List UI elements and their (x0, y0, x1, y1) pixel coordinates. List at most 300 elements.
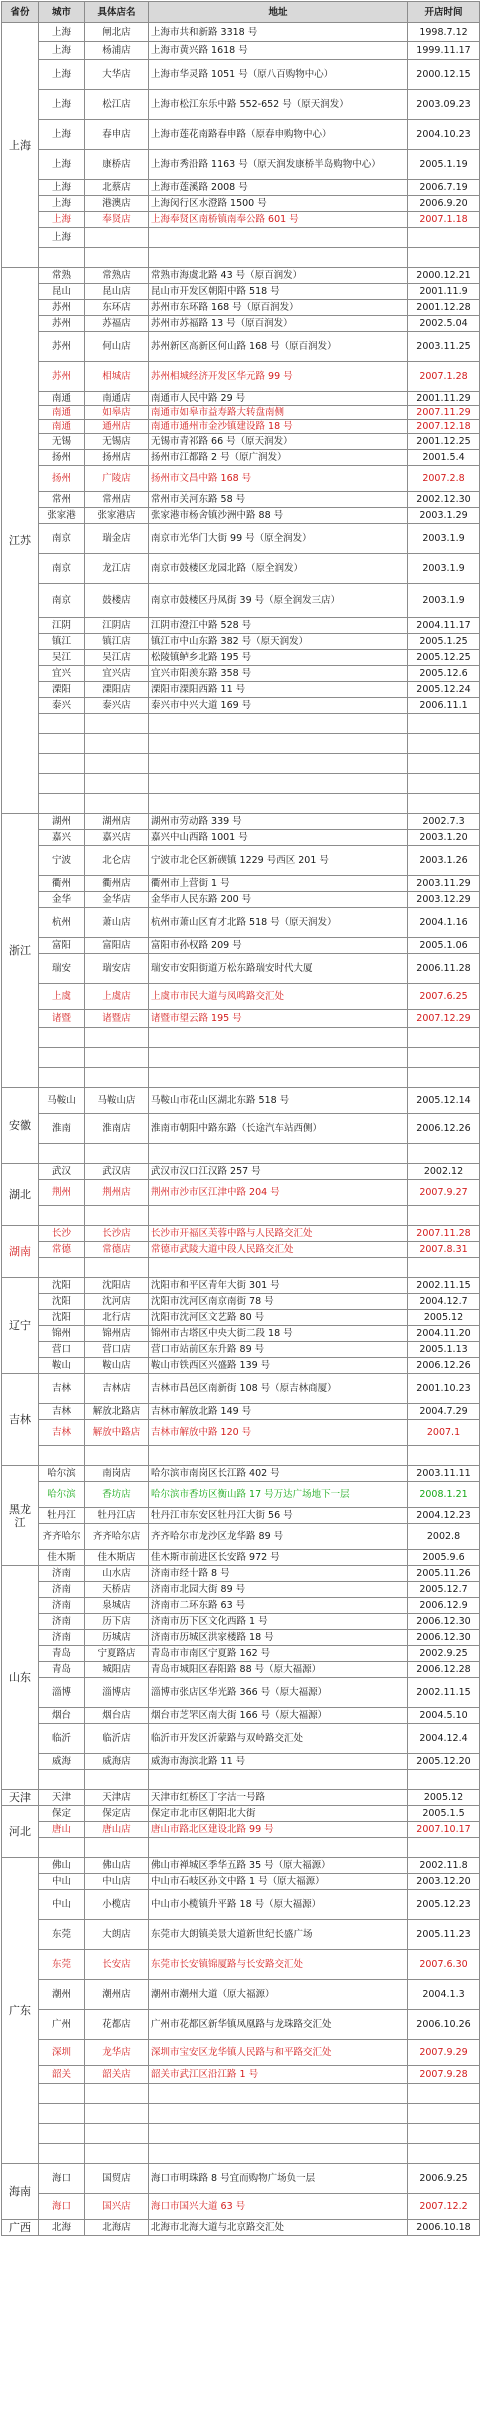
address-cell: 南京市光华门大街 99 号（原全润发） (149, 524, 408, 554)
open-date-cell: 2002.9.25 (408, 1646, 480, 1662)
province-cell: 辽宁 (2, 1278, 39, 1374)
table-row (2, 492, 480, 508)
table-row (2, 1838, 480, 1858)
open-date-cell: 2007.6.25 (408, 984, 480, 1010)
open-date-cell (408, 1258, 480, 1278)
table-row (2, 1524, 480, 1550)
store-name-cell: 康桥店 (85, 150, 149, 180)
open-date-cell: 2007.1.28 (408, 362, 480, 392)
open-date-cell: 2001.11.9 (408, 284, 480, 300)
open-date-cell: 2005.1.5 (408, 1806, 480, 1822)
store-name-cell: 嘉兴店 (85, 830, 149, 846)
store-name-cell: 潮州店 (85, 1980, 149, 2010)
store-name-cell: 湖州店 (85, 814, 149, 830)
city-cell (39, 734, 85, 754)
table-row (2, 1358, 480, 1374)
province-cell: 江苏 (2, 268, 39, 814)
open-date-cell: 2007.8.31 (408, 1242, 480, 1258)
table-row (2, 2220, 480, 2236)
address-cell: 哈尔滨市香坊区衡山路 17 号万达广场地下一层 (149, 1482, 408, 1508)
store-name-cell: 荆州店 (85, 1180, 149, 1206)
open-date-cell: 2007.9.27 (408, 1180, 480, 1206)
address-cell: 张家港市杨舍镇沙洲中路 88 号 (149, 508, 408, 524)
city-cell (39, 774, 85, 794)
city-cell: 济南 (39, 1582, 85, 1598)
province-cell: 吉林 (2, 1374, 39, 1466)
store-name-cell: 苏福店 (85, 316, 149, 332)
open-date-cell: 2006.11.1 (408, 698, 480, 714)
address-cell: 青岛市城阳区春阳路 88 号（原大福源） (149, 1662, 408, 1678)
city-cell: 富阳 (39, 938, 85, 954)
store-name-cell: 鞍山店 (85, 1358, 149, 1374)
open-date-cell: 2007.1 (408, 1420, 480, 1446)
table-row (2, 1048, 480, 1068)
table-row (2, 892, 480, 908)
table-row (2, 554, 480, 584)
table-row (2, 666, 480, 682)
city-cell: 淮南 (39, 1114, 85, 1144)
store-name-cell: 花都店 (85, 2010, 149, 2040)
table-row (2, 90, 480, 120)
open-date-cell: 2005.12 (408, 1790, 480, 1806)
city-cell: 衢州 (39, 876, 85, 892)
store-name-cell (85, 1068, 149, 1088)
table-row (2, 1482, 480, 1508)
city-cell: 青岛 (39, 1662, 85, 1678)
open-date-cell (408, 734, 480, 754)
city-cell: 鞍山 (39, 1358, 85, 1374)
open-date-cell: 2006.10.26 (408, 2010, 480, 2040)
store-name-cell (85, 1446, 149, 1466)
open-date-cell: 2003.1.9 (408, 584, 480, 618)
city-cell: 马鞍山 (39, 1088, 85, 1114)
address-cell (149, 1144, 408, 1164)
address-cell: 扬州市文昌中路 168 号 (149, 466, 408, 492)
table-row (2, 466, 480, 492)
province-cell: 安徽 (2, 1088, 39, 1164)
store-name-cell (85, 2124, 149, 2144)
open-date-cell: 2002.11.15 (408, 1278, 480, 1294)
province-cell: 湖南 (2, 1226, 39, 1278)
store-name-cell: 烟台店 (85, 1708, 149, 1724)
table-row (2, 1446, 480, 1466)
city-cell: 济南 (39, 1566, 85, 1582)
province-cell: 海南 (2, 2164, 39, 2220)
open-date-cell: 2004.1.3 (408, 1980, 480, 2010)
table-row (2, 1920, 480, 1950)
table-row (2, 42, 480, 60)
address-cell (149, 248, 408, 268)
city-cell: 济南 (39, 1614, 85, 1630)
city-cell: 宁波 (39, 846, 85, 876)
city-cell (39, 1838, 85, 1858)
open-date-cell: 2003.11.29 (408, 876, 480, 892)
store-name-cell: 中山店 (85, 1874, 149, 1890)
open-date-cell: 2006.12.9 (408, 1598, 480, 1614)
city-cell: 诸暨 (39, 1010, 85, 1028)
store-name-cell: 宜兴店 (85, 666, 149, 682)
store-name-cell: 扬州店 (85, 450, 149, 466)
store-name-cell (85, 1838, 149, 1858)
address-cell (149, 714, 408, 734)
store-name-cell (85, 774, 149, 794)
address-cell: 南通市通州市金沙镇建设路 18 号 (149, 420, 408, 434)
table-row (2, 634, 480, 650)
address-cell: 上海市莲溪路 2008 号 (149, 180, 408, 196)
city-cell: 烟台 (39, 1708, 85, 1724)
address-cell: 常熟市海虞北路 43 号（原百润发） (149, 268, 408, 284)
open-date-cell: 2006.12.28 (408, 1662, 480, 1678)
table-row (2, 1028, 480, 1048)
city-cell: 南京 (39, 554, 85, 584)
city-cell (39, 1068, 85, 1088)
store-name-cell (85, 2144, 149, 2164)
table-row (2, 1310, 480, 1326)
store-name-cell: 佛山店 (85, 1858, 149, 1874)
city-cell: 韶关 (39, 2066, 85, 2084)
header-store-name: 具体店名 (85, 2, 149, 23)
open-date-cell: 2004.1.16 (408, 908, 480, 938)
address-cell: 佳木斯市前进区长安路 972 号 (149, 1550, 408, 1566)
address-cell: 南京市鼓楼区龙园北路（原全润发） (149, 554, 408, 584)
table-row (2, 180, 480, 196)
city-cell: 海口 (39, 2164, 85, 2194)
open-date-cell: 2004.11.20 (408, 1326, 480, 1342)
table-row (2, 508, 480, 524)
city-cell: 沈阳 (39, 1278, 85, 1294)
table-row (2, 2124, 480, 2144)
city-cell: 唐山 (39, 1822, 85, 1838)
city-cell: 潮州 (39, 1980, 85, 2010)
address-cell (149, 794, 408, 814)
address-cell: 吉林市解放中路 120 号 (149, 1420, 408, 1446)
address-cell (149, 1446, 408, 1466)
address-cell: 溧阳市溧阳西路 11 号 (149, 682, 408, 698)
address-cell: 上海市共和新路 3318 号 (149, 23, 408, 42)
address-cell: 上海市华灵路 1051 号（原八百购物中心） (149, 60, 408, 90)
store-table (1, 1, 480, 2236)
store-name-cell: 常州店 (85, 492, 149, 508)
store-name-cell: 杨浦店 (85, 42, 149, 60)
table-row (2, 754, 480, 774)
city-cell: 吉林 (39, 1420, 85, 1446)
open-date-cell (408, 774, 480, 794)
table-row (2, 1258, 480, 1278)
open-date-cell: 2003.09.23 (408, 90, 480, 120)
city-cell: 上海 (39, 196, 85, 212)
open-date-cell: 2007.11.29 (408, 406, 480, 420)
address-cell (149, 774, 408, 794)
open-date-cell (408, 1028, 480, 1048)
address-cell: 保定市北市区朝阳北大街 (149, 1806, 408, 1822)
store-name-cell: 历城店 (85, 1630, 149, 1646)
store-name-cell: 诸暨店 (85, 1010, 149, 1028)
address-cell: 烟台市芝罘区南大街 166 号（原大福源） (149, 1708, 408, 1724)
address-cell: 金华市人民东路 200 号 (149, 892, 408, 908)
table-row (2, 1068, 480, 1088)
store-name-cell: 港澳店 (85, 196, 149, 212)
open-date-cell: 2005.1.19 (408, 150, 480, 180)
address-cell (149, 2084, 408, 2104)
province-cell: 浙江 (2, 814, 39, 1088)
table-row (2, 1226, 480, 1242)
city-cell: 齐齐哈尔 (39, 1524, 85, 1550)
city-cell: 南通 (39, 392, 85, 406)
city-cell (39, 1048, 85, 1068)
address-cell: 昆山市开发区朝阳中路 518 号 (149, 284, 408, 300)
city-cell (39, 1028, 85, 1048)
table-row (2, 584, 480, 618)
table-row (2, 650, 480, 666)
open-date-cell: 1999.11.17 (408, 42, 480, 60)
city-cell: 上海 (39, 42, 85, 60)
table-row (2, 1088, 480, 1114)
open-date-cell: 2006.7.19 (408, 180, 480, 196)
open-date-cell: 2001.12.28 (408, 300, 480, 316)
city-cell (39, 1206, 85, 1226)
open-date-cell: 2004.10.23 (408, 120, 480, 150)
city-cell: 淄博 (39, 1678, 85, 1708)
store-name-cell: 泰兴店 (85, 698, 149, 714)
table-row (2, 1614, 480, 1630)
address-cell: 上海闵行区水澄路 1500 号 (149, 196, 408, 212)
open-date-cell: 2005.1.06 (408, 938, 480, 954)
store-name-cell (85, 2084, 149, 2104)
city-cell: 沈阳 (39, 1310, 85, 1326)
open-date-cell: 2004.7.29 (408, 1404, 480, 1420)
store-name-cell (85, 1258, 149, 1278)
store-name-cell: 上虞店 (85, 984, 149, 1010)
open-date-cell: 2002.7.3 (408, 814, 480, 830)
store-name-cell: 相城店 (85, 362, 149, 392)
table-row (2, 450, 480, 466)
header-row (2, 2, 480, 23)
open-date-cell: 2001.5.4 (408, 450, 480, 466)
store-name-cell (85, 1206, 149, 1226)
open-date-cell (408, 1068, 480, 1088)
store-name-cell (85, 248, 149, 268)
open-date-cell (408, 2084, 480, 2104)
address-cell: 济南市历城区洪家楼路 18 号 (149, 1630, 408, 1646)
table-row (2, 1114, 480, 1144)
city-cell: 佛山 (39, 1858, 85, 1874)
city-cell: 临沂 (39, 1724, 85, 1754)
address-cell: 齐齐哈尔市龙沙区龙华路 89 号 (149, 1524, 408, 1550)
city-cell: 北海 (39, 2220, 85, 2236)
open-date-cell: 2003.1.9 (408, 524, 480, 554)
city-cell: 吉林 (39, 1404, 85, 1420)
open-date-cell (408, 1048, 480, 1068)
table-row (2, 1598, 480, 1614)
store-name-cell: 鼓楼店 (85, 584, 149, 618)
city-cell: 沈阳 (39, 1294, 85, 1310)
store-name-cell: 国兴店 (85, 2194, 149, 2220)
address-cell: 青岛市市南区宁夏路 162 号 (149, 1646, 408, 1662)
open-date-cell: 2007.10.17 (408, 1822, 480, 1838)
province-cell: 广西 (2, 2220, 39, 2236)
table-row (2, 846, 480, 876)
open-date-cell: 2007.9.28 (408, 2066, 480, 2084)
city-cell: 泰兴 (39, 698, 85, 714)
city-cell: 上海 (39, 120, 85, 150)
city-cell: 金华 (39, 892, 85, 908)
open-date-cell: 2005.12.23 (408, 1890, 480, 1920)
table-row (2, 876, 480, 892)
table-row (2, 524, 480, 554)
open-date-cell: 2005.11.23 (408, 1920, 480, 1950)
open-date-cell: 2003.12.29 (408, 892, 480, 908)
city-cell: 南京 (39, 524, 85, 554)
store-name-cell: 泉城店 (85, 1598, 149, 1614)
open-date-cell: 2001.10.23 (408, 1374, 480, 1404)
address-cell: 泰兴市中兴大道 169 号 (149, 698, 408, 714)
city-cell: 常州 (39, 492, 85, 508)
address-cell: 沈阳市沈河区文艺路 80 号 (149, 1310, 408, 1326)
city-cell: 锦州 (39, 1326, 85, 1342)
table-row (2, 1858, 480, 1874)
address-cell: 济南市历下区文化西路 1 号 (149, 1614, 408, 1630)
table-row (2, 938, 480, 954)
table-row (2, 2084, 480, 2104)
city-cell: 武汉 (39, 1164, 85, 1180)
open-date-cell: 2003.1.26 (408, 846, 480, 876)
store-name-cell: 张家港店 (85, 508, 149, 524)
city-cell (39, 1144, 85, 1164)
city-cell (39, 2124, 85, 2144)
store-name-cell: 沈河店 (85, 1294, 149, 1310)
open-date-cell: 2002.5.04 (408, 316, 480, 332)
store-name-cell (85, 754, 149, 774)
address-cell: 锦州市古塔区中央大街二段 18 号 (149, 1326, 408, 1342)
table-row (2, 1630, 480, 1646)
open-date-cell: 2004.12.4 (408, 1724, 480, 1754)
address-cell: 佛山市禅城区季华五路 35 号（原大福源） (149, 1858, 408, 1874)
header-city: 城市 (39, 2, 85, 23)
open-date-cell: 2005.12.7 (408, 1582, 480, 1598)
city-cell: 上海 (39, 90, 85, 120)
address-cell (149, 2104, 408, 2124)
table-row (2, 316, 480, 332)
city-cell: 东莞 (39, 1950, 85, 1980)
open-date-cell (408, 1838, 480, 1858)
store-name-cell: 武汉店 (85, 1164, 149, 1180)
table-row (2, 60, 480, 90)
open-date-cell: 2003.1.9 (408, 554, 480, 584)
address-cell: 常德市武陵大道中段人民路交汇处 (149, 1242, 408, 1258)
open-date-cell (408, 1446, 480, 1466)
store-name-cell: 何山店 (85, 332, 149, 362)
store-name-cell: 奉贤店 (85, 212, 149, 228)
table-row (2, 1404, 480, 1420)
table-row (2, 2194, 480, 2220)
province-cell: 黑龙江 (2, 1466, 39, 1566)
city-cell: 南京 (39, 584, 85, 618)
city-cell: 吴江 (39, 650, 85, 666)
city-cell: 扬州 (39, 450, 85, 466)
store-name-cell: 营口店 (85, 1342, 149, 1358)
store-name-cell: 昆山店 (85, 284, 149, 300)
address-cell: 苏州新区高新区何山路 168 号（原百润发） (149, 332, 408, 362)
table-row (2, 268, 480, 284)
table-row (2, 196, 480, 212)
address-cell: 湖州市劳动路 339 号 (149, 814, 408, 830)
open-date-cell: 2003.1.20 (408, 830, 480, 846)
table-row (2, 1342, 480, 1358)
address-cell: 海口市国兴大道 63 号 (149, 2194, 408, 2220)
open-date-cell: 1998.7.12 (408, 23, 480, 42)
address-cell: 唐山市路北区建设北路 99 号 (149, 1822, 408, 1838)
open-date-cell: 2005.12.6 (408, 666, 480, 682)
store-name-cell: 马鞍山店 (85, 1088, 149, 1114)
city-cell: 哈尔滨 (39, 1466, 85, 1482)
address-cell: 威海市海滨北路 11 号 (149, 1754, 408, 1770)
store-name-cell: 威海店 (85, 1754, 149, 1770)
open-date-cell: 2006.9.25 (408, 2164, 480, 2194)
table-row (2, 120, 480, 150)
store-name-cell: 金华店 (85, 892, 149, 908)
store-name-cell (85, 794, 149, 814)
address-cell (149, 1838, 408, 1858)
open-date-cell: 2003.11.11 (408, 1466, 480, 1482)
open-date-cell (408, 248, 480, 268)
table-row (2, 814, 480, 830)
table-row (2, 332, 480, 362)
table-row (2, 1754, 480, 1770)
store-name-cell: 天津店 (85, 1790, 149, 1806)
store-name-cell: 大朗店 (85, 1920, 149, 1950)
table-row (2, 1678, 480, 1708)
address-cell: 上海市松江东乐中路 552-652 号（原天润发） (149, 90, 408, 120)
store-name-cell: 北蔡店 (85, 180, 149, 196)
city-cell: 昆山 (39, 284, 85, 300)
table-row (2, 1708, 480, 1724)
table-row (2, 714, 480, 734)
table-row (2, 212, 480, 228)
table-row (2, 1550, 480, 1566)
address-cell (149, 1770, 408, 1790)
city-cell: 苏州 (39, 332, 85, 362)
store-name-cell: 解放中路店 (85, 1420, 149, 1446)
city-cell: 中山 (39, 1890, 85, 1920)
city-cell: 上海 (39, 228, 85, 248)
table-row (2, 908, 480, 938)
city-cell: 苏州 (39, 316, 85, 332)
address-cell: 吉林市解放北路 149 号 (149, 1404, 408, 1420)
city-cell: 苏州 (39, 362, 85, 392)
store-name-cell: 沈阳店 (85, 1278, 149, 1294)
table-row (2, 682, 480, 698)
table-row (2, 1206, 480, 1226)
table-row (2, 1662, 480, 1678)
address-cell (149, 2124, 408, 2144)
address-cell: 上海市秀沿路 1163 号（原天润发康桥半岛购物中心） (149, 150, 408, 180)
open-date-cell: 2006.11.28 (408, 954, 480, 984)
open-date-cell: 2007.12.2 (408, 2194, 480, 2220)
city-cell: 威海 (39, 1754, 85, 1770)
store-name-cell: 北行店 (85, 1310, 149, 1326)
city-cell: 上海 (39, 150, 85, 180)
open-date-cell (408, 2104, 480, 2124)
table-row (2, 2104, 480, 2124)
store-name-cell: 南通店 (85, 392, 149, 406)
table-row (2, 420, 480, 434)
open-date-cell: 2004.12.23 (408, 1508, 480, 1524)
table-row (2, 1144, 480, 1164)
store-name-cell: 北仑店 (85, 846, 149, 876)
city-cell: 广州 (39, 2010, 85, 2040)
address-cell: 沈阳市沈河区南京南街 78 号 (149, 1294, 408, 1310)
table-row (2, 1950, 480, 1980)
